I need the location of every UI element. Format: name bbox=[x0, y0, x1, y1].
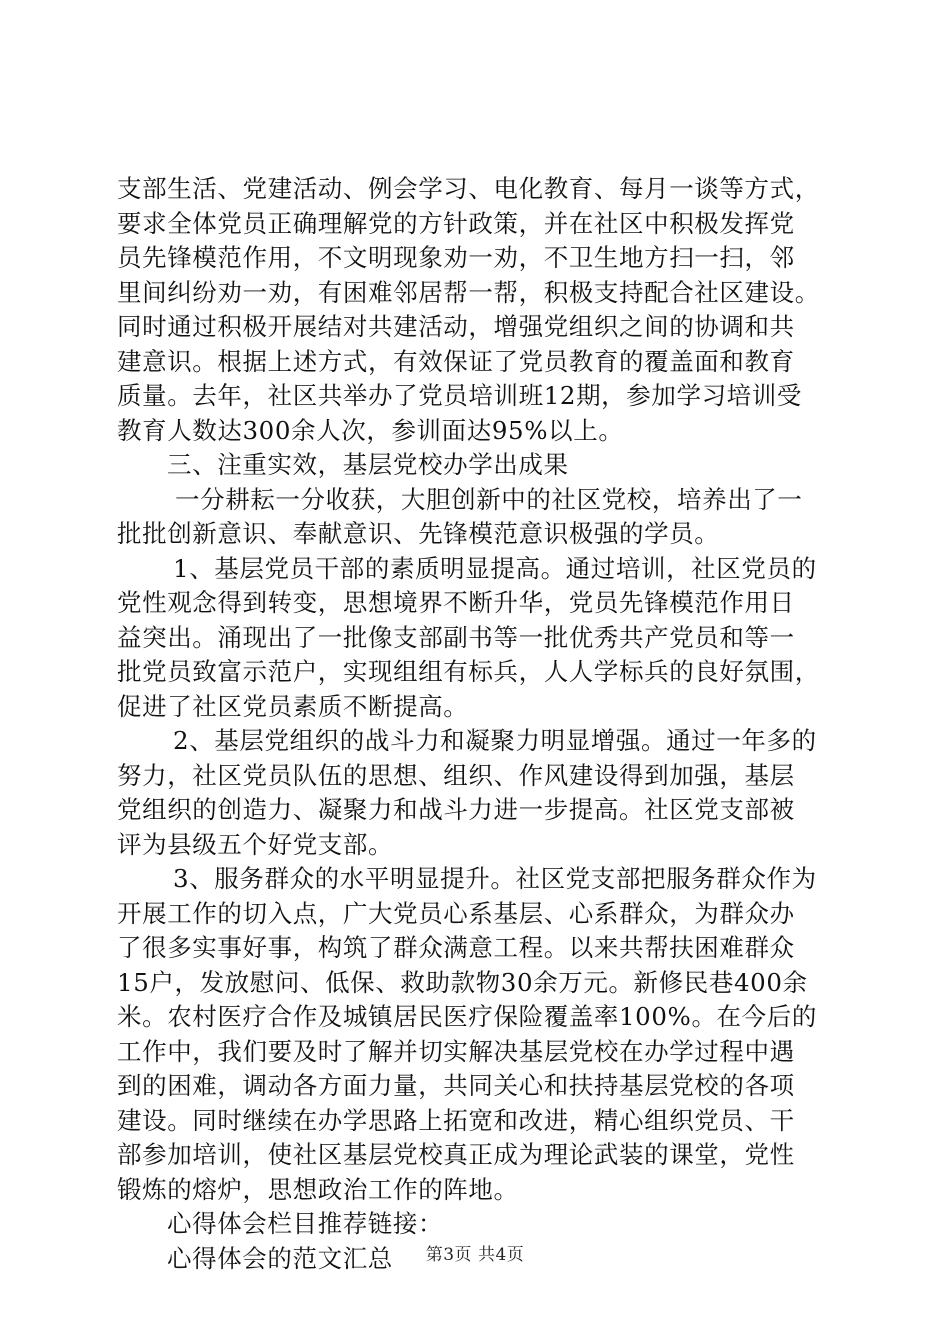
paragraph-line: 评为县级五个好党支部。 bbox=[117, 829, 394, 859]
paragraph-line: 努力，社区党员队伍的思想、组织、作风建设得到加强，基层 bbox=[117, 760, 795, 790]
paragraph-line: 部参加培训，使社区基层党校真正成为理论武装的课堂，党性 bbox=[117, 1140, 795, 1169]
paragraph-line: 到的困难，调动各方面力量，共同关心和扶持基层党校的各项 bbox=[117, 1071, 795, 1100]
recommend-links-label: 心得体会栏目推荐链接： bbox=[167, 1209, 444, 1238]
paragraph-line: 教育人数达300余人次，参训面达95%以上。 bbox=[117, 415, 624, 445]
paragraph-line: 锻炼的熔炉，思想政治工作的阵地。 bbox=[117, 1174, 519, 1204]
paragraph-line: 党性观念得到转变，思想境界不断升华，党员先锋模范作用日 bbox=[117, 588, 795, 617]
numbered-item-line: 2、基层党组织的战斗力和凝聚力明显增强。通过一年多的 bbox=[173, 726, 817, 755]
paragraph-line: 批批创新意识、奉献意识、先锋模范意识极强的学员。 bbox=[117, 519, 720, 548]
paragraph-line: 一分耕耘一分收获，大胆创新中的社区党校，培养出了一 bbox=[175, 484, 803, 514]
paragraph-line: 益突出。涌现出了一批像支部副书等一批优秀共产党员和等一 bbox=[117, 622, 795, 652]
numbered-item-line: 3、服务群众的水平明显提升。社区党支部把服务群众作为 bbox=[173, 864, 817, 893]
paragraph-line: 里间纠纷劝一劝，有困难邻居帮一帮，积极支持配合社区建设。 bbox=[117, 277, 820, 307]
paragraph-line: 15户，发放慰问、低保、救助款物30余万元。新修民巷400余 bbox=[117, 967, 808, 997]
paragraph-line: 工作中，我们要及时了解并切实解决基层党校在办学过程中遇 bbox=[117, 1036, 795, 1066]
paragraph-line: 米。农村医疗合作及城镇居民医疗保险覆盖率100%。在今后的 bbox=[117, 1002, 817, 1031]
paragraph-line: 党组织的创造力、凝聚力和战斗力进一步提高。社区党支部被 bbox=[117, 795, 795, 824]
paragraph-line: 要求全体党员正确理解党的方针政策，并在社区中积极发挥党 bbox=[117, 208, 795, 238]
paragraph-line: 建设。同时继续在办学思路上拓宽和改进，精心组织党员、干 bbox=[117, 1105, 795, 1135]
paragraph-line: 支部生活、党建活动、例会学习、电化教育、每月一谈等方式， bbox=[117, 174, 820, 203]
document-body bbox=[117, 172, 857, 1276]
recommend-link[interactable]: 心得体会的范文汇总 bbox=[167, 1243, 393, 1273]
paragraph-line: 开展工作的切入点，广大党员心系基层、心系群众，为群众办 bbox=[117, 898, 795, 928]
numbered-item-line: 1、基层党员干部的素质明显提高。通过培训，社区党员的 bbox=[173, 553, 817, 583]
paragraph-line: 了很多实事好事，构筑了群众满意工程。以来共帮扶困难群众 bbox=[117, 933, 795, 962]
paragraph-line: 批党员致富示范户，实现组组有标兵，人人学标兵的良好氛围， bbox=[117, 657, 820, 686]
section-heading: 三、注重实效，基层党校办学出成果 bbox=[167, 450, 569, 479]
paragraph-line: 促进了社区党员素质不断提高。 bbox=[117, 691, 469, 721]
page-number-footer: 第3页 共4页 bbox=[425, 1245, 525, 1265]
paragraph-line: 质量。去年，社区共举办了党员培训班12期，参加学习培训受 bbox=[117, 381, 802, 410]
paragraph-line: 建意识。根据上述方式，有效保证了党员教育的覆盖面和教育 bbox=[117, 346, 795, 376]
paragraph-line: 员先锋模范作用，不文明现象劝一劝，不卫生地方扫一扫，邻 bbox=[117, 243, 795, 272]
paragraph-line: 同时通过积极开展结对共建活动，增强党组织之间的协调和共 bbox=[117, 312, 795, 341]
